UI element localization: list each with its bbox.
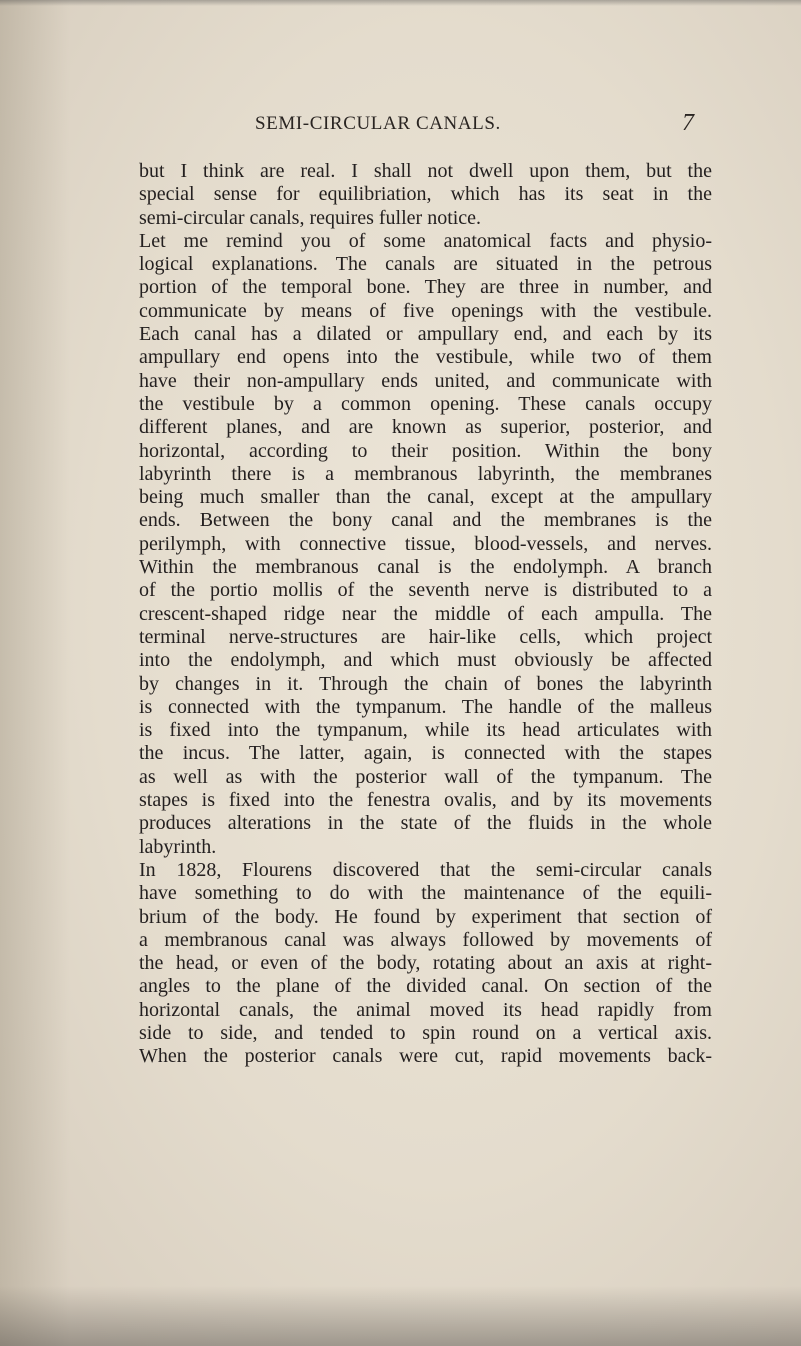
text-line: semi-circular canals, requires fuller notice.: [139, 206, 482, 229]
running-title: SEMI-CIRCULAR CANALS.: [255, 113, 501, 134]
text-line: terminal nerve-structures are hair-like cells, which project: [139, 625, 712, 648]
text-line: labyrinth there is a membranous labyrinth, the membranes: [139, 462, 712, 485]
text-line: as well as with the posterior wall of the tympanum. The: [139, 765, 712, 788]
text-line: ends. Between the bony canal and the membranes is the: [139, 509, 712, 532]
text-line: of the portio mollis of the seventh nerve is distributed to a: [139, 579, 712, 602]
text-line: the head, or even of the body, rotating about an axis at right-: [139, 952, 712, 975]
text-line: stapes is fixed into the fenestra ovalis, and by its movements: [139, 789, 712, 812]
text-line: Within the membranous canal is the endolymph. A branch: [139, 556, 712, 579]
text-line: is connected with the tympanum. The handle of the malleus: [139, 695, 712, 718]
text-line: In 1828, Flourens discovered that the semi-circular canals: [139, 858, 712, 881]
text-line: side to side, and tended to spin round on a vertical axis.: [139, 1021, 712, 1044]
text-line: labyrinth.: [139, 835, 217, 858]
text-line: have something to do with the maintenance of the equili-: [139, 882, 712, 905]
text-line: is fixed into the tympanum, while its head articulates with: [139, 719, 712, 742]
text-line: have their non-ampullary ends united, and communicate with: [139, 369, 712, 392]
text-line: ampullary end opens into the vestibule, while two of them: [139, 346, 712, 369]
text-line: but I think are real. I shall not dwell upon them, but the: [139, 160, 712, 182]
text-line: horizontal, according to their position. Within the bony: [139, 439, 712, 462]
text-line: Each canal has a dilated or ampullary end, and each by its: [139, 323, 712, 346]
text-line: Let me remind you of some anatomical facts and physio-: [139, 229, 712, 252]
text-line: portion of the temporal bone. They are three in number, and: [139, 276, 712, 299]
text-line: special sense for equilibriation, which has its seat in the: [139, 183, 712, 206]
text-line: When the posterior canals were cut, rapid movements back-: [139, 1045, 712, 1068]
text-line: different planes, and are known as superior, posterior, and: [139, 416, 712, 439]
text-line: by changes in it. Through the chain of bones the labyrinth: [139, 672, 712, 695]
text-line: perilymph, with connective tissue, blood-vessels, and nerves.: [139, 532, 712, 555]
text-line: communicate by means of five openings with the vestibule.: [139, 299, 712, 322]
running-head: [110, 110, 694, 143]
text-line: produces alterations in the state of the fluids in the whole: [139, 812, 712, 835]
text-line: crescent-shaped ridge near the middle of each ampulla. The: [139, 602, 712, 625]
text-line: angles to the plane of the divided canal. On section of the: [139, 975, 712, 998]
page-top-edge: [0, 0, 801, 6]
text-line: into the endolymph, and which must obviously be affected: [139, 649, 712, 672]
page-number: 7: [682, 110, 694, 136]
text-line: being much smaller than the canal, except at the ampullary: [139, 486, 712, 509]
text-line: the incus. The latter, again, is connected with the stapes: [139, 742, 712, 765]
text-line: the vestibule by a common opening. These canals occupy: [139, 392, 712, 415]
text-line: horizontal canals, the animal moved its head rapidly from: [139, 998, 712, 1021]
body-text: [139, 160, 712, 1069]
text-line: brium of the body. He found by experiment that section of: [139, 905, 712, 928]
text-line: a membranous canal was always followed by movements of: [139, 928, 712, 951]
text-line: logical explanations. The canals are situated in the petrous: [139, 253, 712, 276]
